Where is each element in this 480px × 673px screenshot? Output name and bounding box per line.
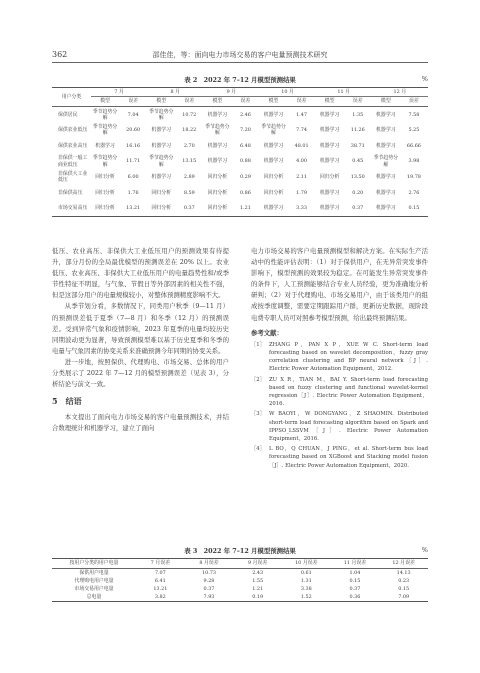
table3-error-cell: 0.37 — [203, 585, 215, 592]
table2-month-header: 7 月 — [91, 88, 147, 97]
table2-model-header: 模型 — [147, 97, 175, 107]
table3-error-cell: 2.43 — [252, 569, 264, 576]
table2-error-cell: 13.15 — [182, 158, 197, 165]
table3-error-cell: 3.82 — [154, 593, 166, 600]
left-paragraph-3: 进一步地，按照保供、代理购电、市场交易、总体的用户分类展示了 2022 年 7—12 月的模型预测误差（见表 3），分析结论与前文一致。 — [52, 357, 229, 389]
table2-error-cell: 1.76 — [127, 189, 139, 196]
table2-error-header: 误差 — [231, 97, 259, 107]
table2-error-cell: 13.50 — [350, 174, 365, 181]
references-heading: 参考文献： — [251, 328, 283, 337]
table-row — [52, 138, 428, 154]
table3-error-cell: 7.93 — [203, 593, 215, 600]
table2-row-label: 非保供高压 — [58, 189, 83, 196]
right-column — [251, 246, 428, 472]
table3-row-label: 总电量 — [86, 593, 102, 600]
reference-item — [251, 341, 428, 374]
table2-row-label: 市场交易高压 — [58, 205, 88, 212]
table2-error-cell: 48.01 — [294, 142, 309, 149]
table2-model-header: 模型 — [316, 97, 344, 107]
table2-month-header: 12 月 — [372, 88, 428, 97]
table-row — [52, 201, 428, 217]
table2-error-header: 误差 — [175, 97, 203, 107]
table2-error-cell: 0.37 — [183, 205, 195, 212]
table3-body — [52, 569, 428, 602]
table2-error-cell: 6.00 — [127, 174, 139, 181]
table3-error-cell: 1.55 — [252, 577, 264, 584]
table3-error-cell: 3.38 — [300, 585, 312, 592]
reference-item — [251, 410, 428, 443]
table2-error-cell: 13.21 — [126, 205, 141, 212]
table2-model-cell: 季节趋势分解 — [92, 155, 118, 168]
table3-error-cell: 0.36 — [349, 593, 361, 600]
table2-error-cell: 0.86 — [239, 189, 251, 196]
table2-model-cell: 季节趋势分解 — [205, 124, 230, 137]
left-paragraph-2: 从季节划分看，多数情况下，同类用户秋季（9—11 月）的预测误差低于夏季（7—8 月）和冬季（12 月）的预测误差。受到异常气象和疫情影响，2023 年夏季的电量均较历史同期波动更为显著，导致预测模型难以基于历史夏季和冬季的电量与气象因素的协变关系来准确预测今年同期的协变关系。 — [52, 302, 229, 355]
table3-error-cell: 1.04 — [349, 569, 361, 576]
reference-number: ［2］ — [251, 376, 265, 383]
reference-text: L BO，Q CHUAN，J PING，et al. Short-term bus load forecasting based on XGBoost and Stacking model fusion［J］. Electric Power Automation Equipment，2020. — [269, 446, 428, 469]
table2-model-cell: 回归分析 — [319, 174, 340, 181]
table2-error-cell: 7.04 — [127, 111, 139, 118]
table2-error-cell: 10.72 — [182, 111, 197, 118]
page-number: 362 — [52, 50, 68, 59]
table2-model-cell: 机器学习 — [319, 111, 340, 118]
table2-month-header: 8 月 — [147, 88, 203, 97]
table2-error-cell: 11.26 — [350, 127, 365, 134]
table3-column-header: 8 月误差 — [185, 559, 234, 569]
table2-model-header: 模型 — [372, 97, 400, 107]
table2-model-cell: 季节趋势分解 — [148, 108, 174, 121]
table3-error-cell: 7.09 — [398, 593, 410, 600]
table3-unit: % — [421, 546, 428, 554]
table2-error-cell: 1.35 — [352, 111, 364, 118]
right-paragraph-1: 电力市场交易的客户电量预测模型和解决方案。在实际生产活动中的性能评估表明：（1）对于保供用户，在无异常突发事件影响下，模型预测的效果较为稳定。在可能发生异常突发事件的条件下，人工预测能够结合专业人员经验，更为准确地分析研判；（2）对于代理购电、市场交易用户，由于该类用户的组成按季度调整，需要定期跟踪用户群，更新历史数据，现阶段电费专职人员可对照参考模型预测，给出最终预测结果。 — [251, 247, 428, 322]
table2-error-cell: 2.46 — [239, 111, 251, 118]
table2-row-header: 用户分类 — [52, 88, 91, 107]
table3-caption: 表 3 2022 年 7–12 月模型预测结果 — [184, 547, 296, 555]
table2-model-cell: 回归分析 — [207, 189, 228, 196]
table2-model-cell: 机器学习 — [376, 205, 396, 212]
table2-error-cell: 19.78 — [406, 174, 421, 181]
table2-model-cell: 机器学习 — [263, 205, 284, 212]
table2-row-label: 保供农业低压 — [58, 127, 88, 134]
table2-error-cell: 0.20 — [352, 189, 364, 196]
table3-error-cell: 0.61 — [300, 569, 312, 576]
table2-model-cell: 季节趋势分解 — [92, 108, 118, 121]
section-heading-conclusion: 5 结语 — [52, 396, 82, 407]
table2-error-header: 误差 — [344, 97, 372, 107]
table3-error-cell: 1.21 — [252, 585, 264, 592]
table2-error-cell: 11.71 — [126, 158, 141, 165]
table2-error-cell: 16.16 — [126, 142, 141, 149]
table2-model-cell: 机器学习 — [319, 205, 340, 212]
table2-model-cell: 机器学习 — [95, 142, 115, 149]
table2-model-cell: 机器学习 — [151, 127, 171, 134]
table2-error-cell: 0.37 — [352, 205, 364, 212]
table2-model-cell: 机器学习 — [376, 174, 396, 181]
table2-error-cell: 3.33 — [296, 205, 308, 212]
table2-caption: 表 2 2022 年 7–12 月模型预测结果 — [184, 76, 296, 84]
table3 — [52, 558, 428, 602]
table3-row-label: 代理购电用户电量 — [74, 577, 114, 584]
table-row — [52, 185, 428, 201]
table2-model-cell: 机器学习 — [319, 189, 340, 196]
table2-model-cell: 机器学习 — [319, 142, 340, 149]
header-rule — [52, 62, 428, 63]
table3-error-cell: 9.28 — [203, 577, 215, 584]
table3-error-cell: 1.52 — [300, 593, 312, 600]
table3-error-cell: 0.19 — [252, 593, 264, 600]
table2-error-cell: 66.66 — [406, 142, 421, 149]
table2-model-cell: 机器学习 — [151, 142, 171, 149]
table2-error-header: 误差 — [288, 97, 316, 107]
table2-month-header: 10 月 — [259, 88, 315, 97]
table2-model-cell: 机器学习 — [263, 158, 284, 165]
table2-error-cell: 2.76 — [408, 189, 420, 196]
reference-list — [251, 341, 428, 470]
reference-text: ZHANG P，PAN X P，XUE W C. Short-term load forecasting based on wavelet decomposition，fuzzy gray correlation clustering and BP neural network［J］. Electric Power Automation Equipment，2012. — [269, 341, 428, 373]
table3-error-cell: 6.41 — [154, 577, 166, 584]
table2-model-cell: 机器学习 — [319, 127, 340, 134]
table2-row-label: 非保供大工业低压 — [58, 170, 88, 184]
table2-error-cell: 5.25 — [408, 127, 420, 134]
table3-error-cell: 10.73 — [201, 569, 216, 576]
table3-caption-bar — [52, 546, 428, 555]
table2-sub-header-row — [52, 97, 428, 107]
table2-model-cell: 回归分析 — [95, 205, 115, 212]
table2-month-header: 11 月 — [316, 88, 372, 97]
table2-error-header: 误差 — [119, 97, 147, 107]
table2-model-cell: 机器学习 — [263, 111, 284, 118]
table2-model-cell: 回归分析 — [95, 189, 115, 196]
table2-error-cell: 20.60 — [126, 127, 141, 134]
table3-column-header: 7 月误差 — [136, 559, 185, 569]
table3-error-cell: 13.21 — [153, 585, 168, 592]
table2-error-cell: 6.48 — [239, 142, 251, 149]
table-row — [52, 569, 428, 578]
table-row — [52, 107, 428, 123]
table2-error-cell: 2.70 — [183, 142, 195, 149]
table2-model-cell: 机器学习 — [376, 111, 396, 118]
table2-model-cell: 季节趋势分解 — [92, 124, 118, 137]
table-row — [52, 169, 428, 185]
table2-error-cell: 0.45 — [352, 158, 364, 165]
table2-error-header: 误差 — [400, 97, 428, 107]
table2-error-cell: 1.21 — [239, 205, 251, 212]
table-row — [52, 593, 428, 602]
table3-error-cell: 0.37 — [349, 585, 361, 592]
table2-model-header: 模型 — [91, 97, 119, 107]
table3-error-cell: 0.15 — [398, 585, 410, 592]
table2-row-label: 非保供一般工商业低压 — [58, 155, 88, 168]
table2-model-cell: 机器学习 — [207, 111, 228, 118]
table2-error-cell: 7.20 — [239, 127, 251, 134]
table2-caption-bar — [52, 75, 428, 84]
table3-error-cell: 14.13 — [396, 569, 411, 576]
table2-error-cell: 7.58 — [408, 111, 420, 118]
running-title: 邵佳佳，等：面向电力市场交易的客户电量预测技术研究 — [152, 51, 328, 59]
table2-error-cell: 38.71 — [350, 142, 365, 149]
table2-error-cell: 2.89 — [183, 174, 195, 181]
table3-error-cell: 0.23 — [398, 577, 410, 584]
table3-column-header: 12 月误差 — [379, 559, 428, 569]
table2-error-cell: 0.15 — [408, 205, 420, 212]
table2-error-cell: 1.79 — [296, 189, 308, 196]
table2-model-cell: 季节趋势分解 — [261, 124, 286, 137]
table2-model-header: 模型 — [203, 97, 231, 107]
reference-item — [251, 445, 428, 470]
reference-text: ZU X R，TIAN M，BAI Y. Short-term load forecasting based on fuzzy clustering and functional wavelet-kernel regression［J］. Electric Power Automation Equipment，2016. — [269, 376, 428, 408]
table2-model-cell: 机器学习 — [376, 142, 396, 149]
table2-body — [52, 107, 428, 217]
table2-month-header-row — [52, 88, 428, 97]
table2-model-cell: 季节趋势分解 — [373, 155, 399, 168]
left-paragraph-4: 本文提出了面向电力市场交易的客户电量预测技术，并结合数理统计和机器学习，建立了面向 — [52, 413, 229, 433]
table2-model-cell: 回归分析 — [263, 189, 284, 196]
table2-month-header: 9 月 — [203, 88, 259, 97]
table2-model-cell: 机器学习 — [263, 142, 284, 149]
table2-error-cell: 3.98 — [408, 158, 420, 165]
table2-model-cell: 机器学习 — [151, 174, 171, 181]
table2-model-cell: 回归分析 — [207, 174, 228, 181]
table2-error-cell: 2.11 — [296, 174, 308, 181]
table2-error-cell: 18.22 — [182, 127, 197, 134]
reference-text: W BAOYI，W DONGYANG，Z SHAOMIN. Distributed short-term load forecasting algorithm based on Spark and IPPSO_LSSVM［J］. Electric Power Automation Equipment，2016. — [269, 411, 428, 442]
table2-model-cell: 机器学习 — [207, 158, 228, 165]
table3-header-row — [52, 559, 428, 569]
table2-model-cell: 机器学习 — [376, 127, 396, 134]
table3-error-cell: 0.15 — [349, 577, 361, 584]
table2-model-header: 模型 — [259, 97, 287, 107]
reference-number: ［1］ — [251, 341, 265, 348]
table3-error-cell: 1.31 — [300, 577, 312, 584]
table2 — [52, 87, 428, 217]
table-row — [52, 123, 428, 139]
table2-unit: % — [421, 75, 428, 83]
left-column — [52, 246, 229, 435]
table2-model-cell: 回归分析 — [151, 189, 171, 196]
table3-column-header: 11 月误差 — [331, 559, 380, 569]
table2-error-cell: 1.47 — [296, 111, 308, 118]
table2-model-cell: 机器学习 — [376, 189, 396, 196]
table2-error-cell: 8.59 — [183, 189, 195, 196]
table2-error-cell: 4.00 — [296, 158, 308, 165]
table2-model-cell: 回归分析 — [207, 205, 228, 212]
reference-item — [251, 376, 428, 409]
table3-column-header: 按用户分类的用户电量 — [52, 559, 136, 569]
table3-row-label: 市场交易用户电量 — [74, 585, 114, 592]
table2-error-cell: 7.74 — [296, 127, 308, 134]
table2-row-label: 保供农业高压 — [58, 142, 88, 149]
table3-column-header: 10 月误差 — [282, 559, 331, 569]
table2-model-cell: 机器学习 — [207, 142, 228, 149]
table2-model-cell: 回归分析 — [95, 174, 115, 181]
table2-error-cell: 0.88 — [239, 158, 251, 165]
table2-model-cell: 机器学习 — [319, 158, 340, 165]
table3-column-header: 9 月误差 — [233, 559, 282, 569]
left-paragraph-1: 低压、农业高压、非保供大工业低压用户的预测效果有待提升，部分月份的全局最优模型的预测误差在 20% 以上。农业低压、农业高压、非保供大工业低压用户的电量趋势性和/或季节性特征不明显，与气象、节假日等外部因素的相关性不强，但是这部分用户的电量规模较小，对整体预测精度影响不大。 — [52, 247, 229, 300]
reference-number: ［3］ — [251, 411, 265, 418]
table-row — [52, 577, 428, 585]
table2-model-cell: 回归分析 — [151, 205, 171, 212]
table2-model-cell: 季节趋势分解 — [148, 155, 174, 168]
table-row — [52, 585, 428, 593]
table2-model-cell: 回归分析 — [263, 174, 284, 181]
table2-error-cell: 0.29 — [239, 174, 251, 181]
table3-row-label: 保供用户电量 — [79, 569, 109, 576]
table2-row-label: 保供居民 — [58, 111, 78, 118]
table-row — [52, 154, 428, 170]
page-header — [52, 50, 428, 64]
table3-error-cell: 7.07 — [154, 569, 166, 576]
reference-number: ［4］ — [251, 446, 265, 453]
